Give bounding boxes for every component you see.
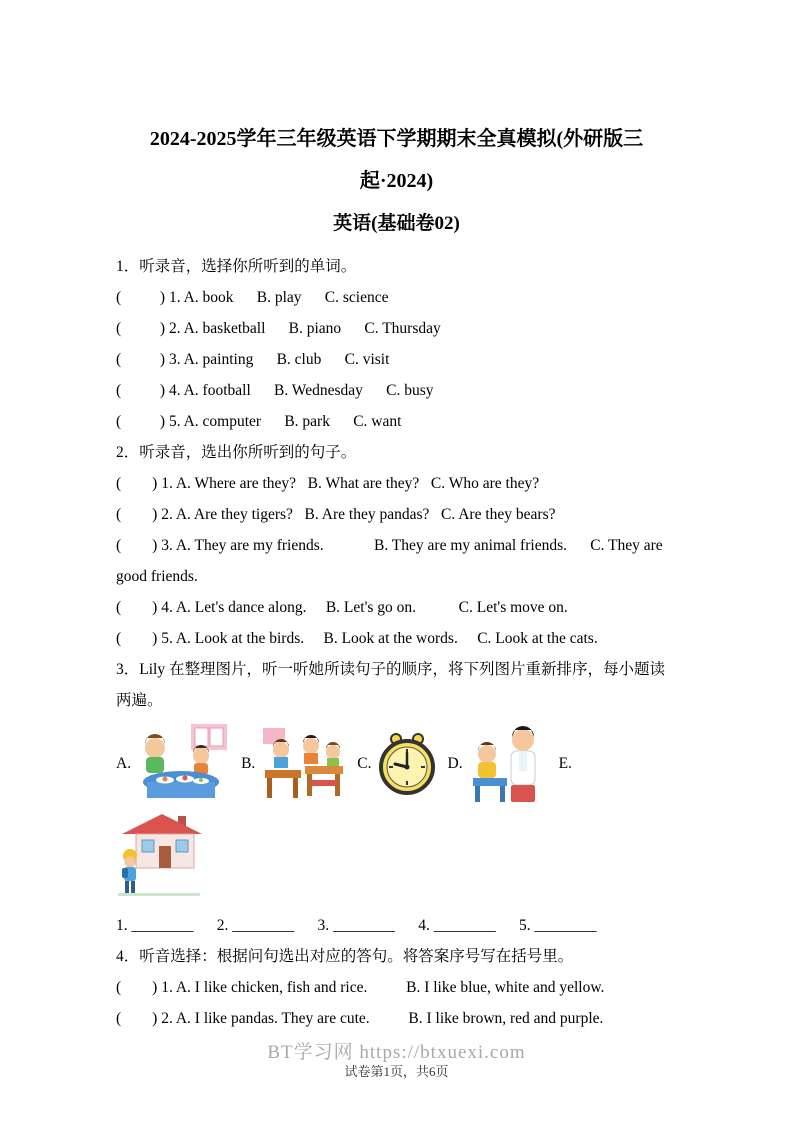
- pictures-row-2: [116, 810, 677, 898]
- ordering-blanks: 1. ________ 2. ________ 3. ________ 4. ________ 5. ________: [116, 917, 597, 934]
- section4-heading: 4．听音选择：根据问句选出对应的答句。将答案序号写在括号里。: [116, 948, 574, 965]
- section2-heading: 2．听录音，选出你所听到的句子。: [116, 444, 357, 461]
- picture-label: B.: [241, 755, 256, 772]
- title-line2: 起·2024): [359, 170, 434, 192]
- question-row: ( ) 3. A. painting B. club C. visit: [116, 351, 390, 368]
- doctor-and-child-icon: [467, 724, 549, 804]
- subtitle: 英语(基础卷02): [333, 213, 460, 234]
- question-row: ( ) 4. A. football B. Wednesday C. busy: [116, 382, 434, 399]
- question-row: ( ) 1. A. book B. play C. science: [116, 289, 389, 306]
- picture-item-d: [448, 724, 549, 804]
- picture-label: D.: [447, 755, 463, 772]
- page-title: [116, 118, 677, 202]
- question-row: ( ) 1. A. Where are they? B. What are they? C. Who are they?: [116, 475, 540, 492]
- question-row: ( ) 4. A. Let's dance along. B. Let's go on. C. Let's move on.: [116, 599, 568, 616]
- picture-label-e: E.: [558, 755, 572, 772]
- question-row: ( ) 2. A. basketball B. piano C. Thursday: [116, 320, 441, 337]
- question-row: ( ) 3. A. They are my friends. B. They are my animal friends. C. They are good friends.: [116, 537, 667, 585]
- question-row: ( ) 2. A. I like pandas. They are cute. B. I like brown, red and purple.: [116, 1010, 604, 1027]
- section1-heading: 1．听录音，选择你所听到的单词。: [116, 258, 357, 275]
- site-watermark: BT学习网 https://btxuexi.com: [267, 1042, 526, 1063]
- pictures-row: [116, 722, 677, 806]
- question-row: ( ) 2. A. Are they tigers? B. Are they pandas? C. Are they bears?: [116, 506, 556, 523]
- title-line1: 2024-2025学年三年级英语下学期期末全真模拟(外研版三: [149, 128, 644, 150]
- question-row: ( ) 1. A. I like chicken, fish and rice. B. I like blue, white and yellow.: [116, 979, 605, 996]
- classroom-icon: [259, 724, 347, 804]
- question-row: ( ) 5. A. computer B. park C. want: [116, 413, 402, 430]
- picture-label: A.: [116, 755, 132, 772]
- picture-label: C.: [357, 755, 372, 772]
- picture-item-a: [116, 722, 231, 806]
- house-and-kid-icon: [116, 810, 202, 898]
- section3-heading: 3．Lily 在整理图片，听一听她所读句子的顺序，将下列图片重新排序，每小题读两遍。: [116, 661, 665, 709]
- page-number-info: 试卷第1页，共6页: [344, 1064, 449, 1079]
- clock-icon: [376, 731, 438, 797]
- picture-item-b: [241, 724, 347, 804]
- picture-item-c: [357, 731, 437, 797]
- dinner-table-icon: [135, 722, 231, 806]
- question-row: ( ) 5. A. Look at the birds. B. Look at the words. C. Look at the cats.: [116, 630, 598, 647]
